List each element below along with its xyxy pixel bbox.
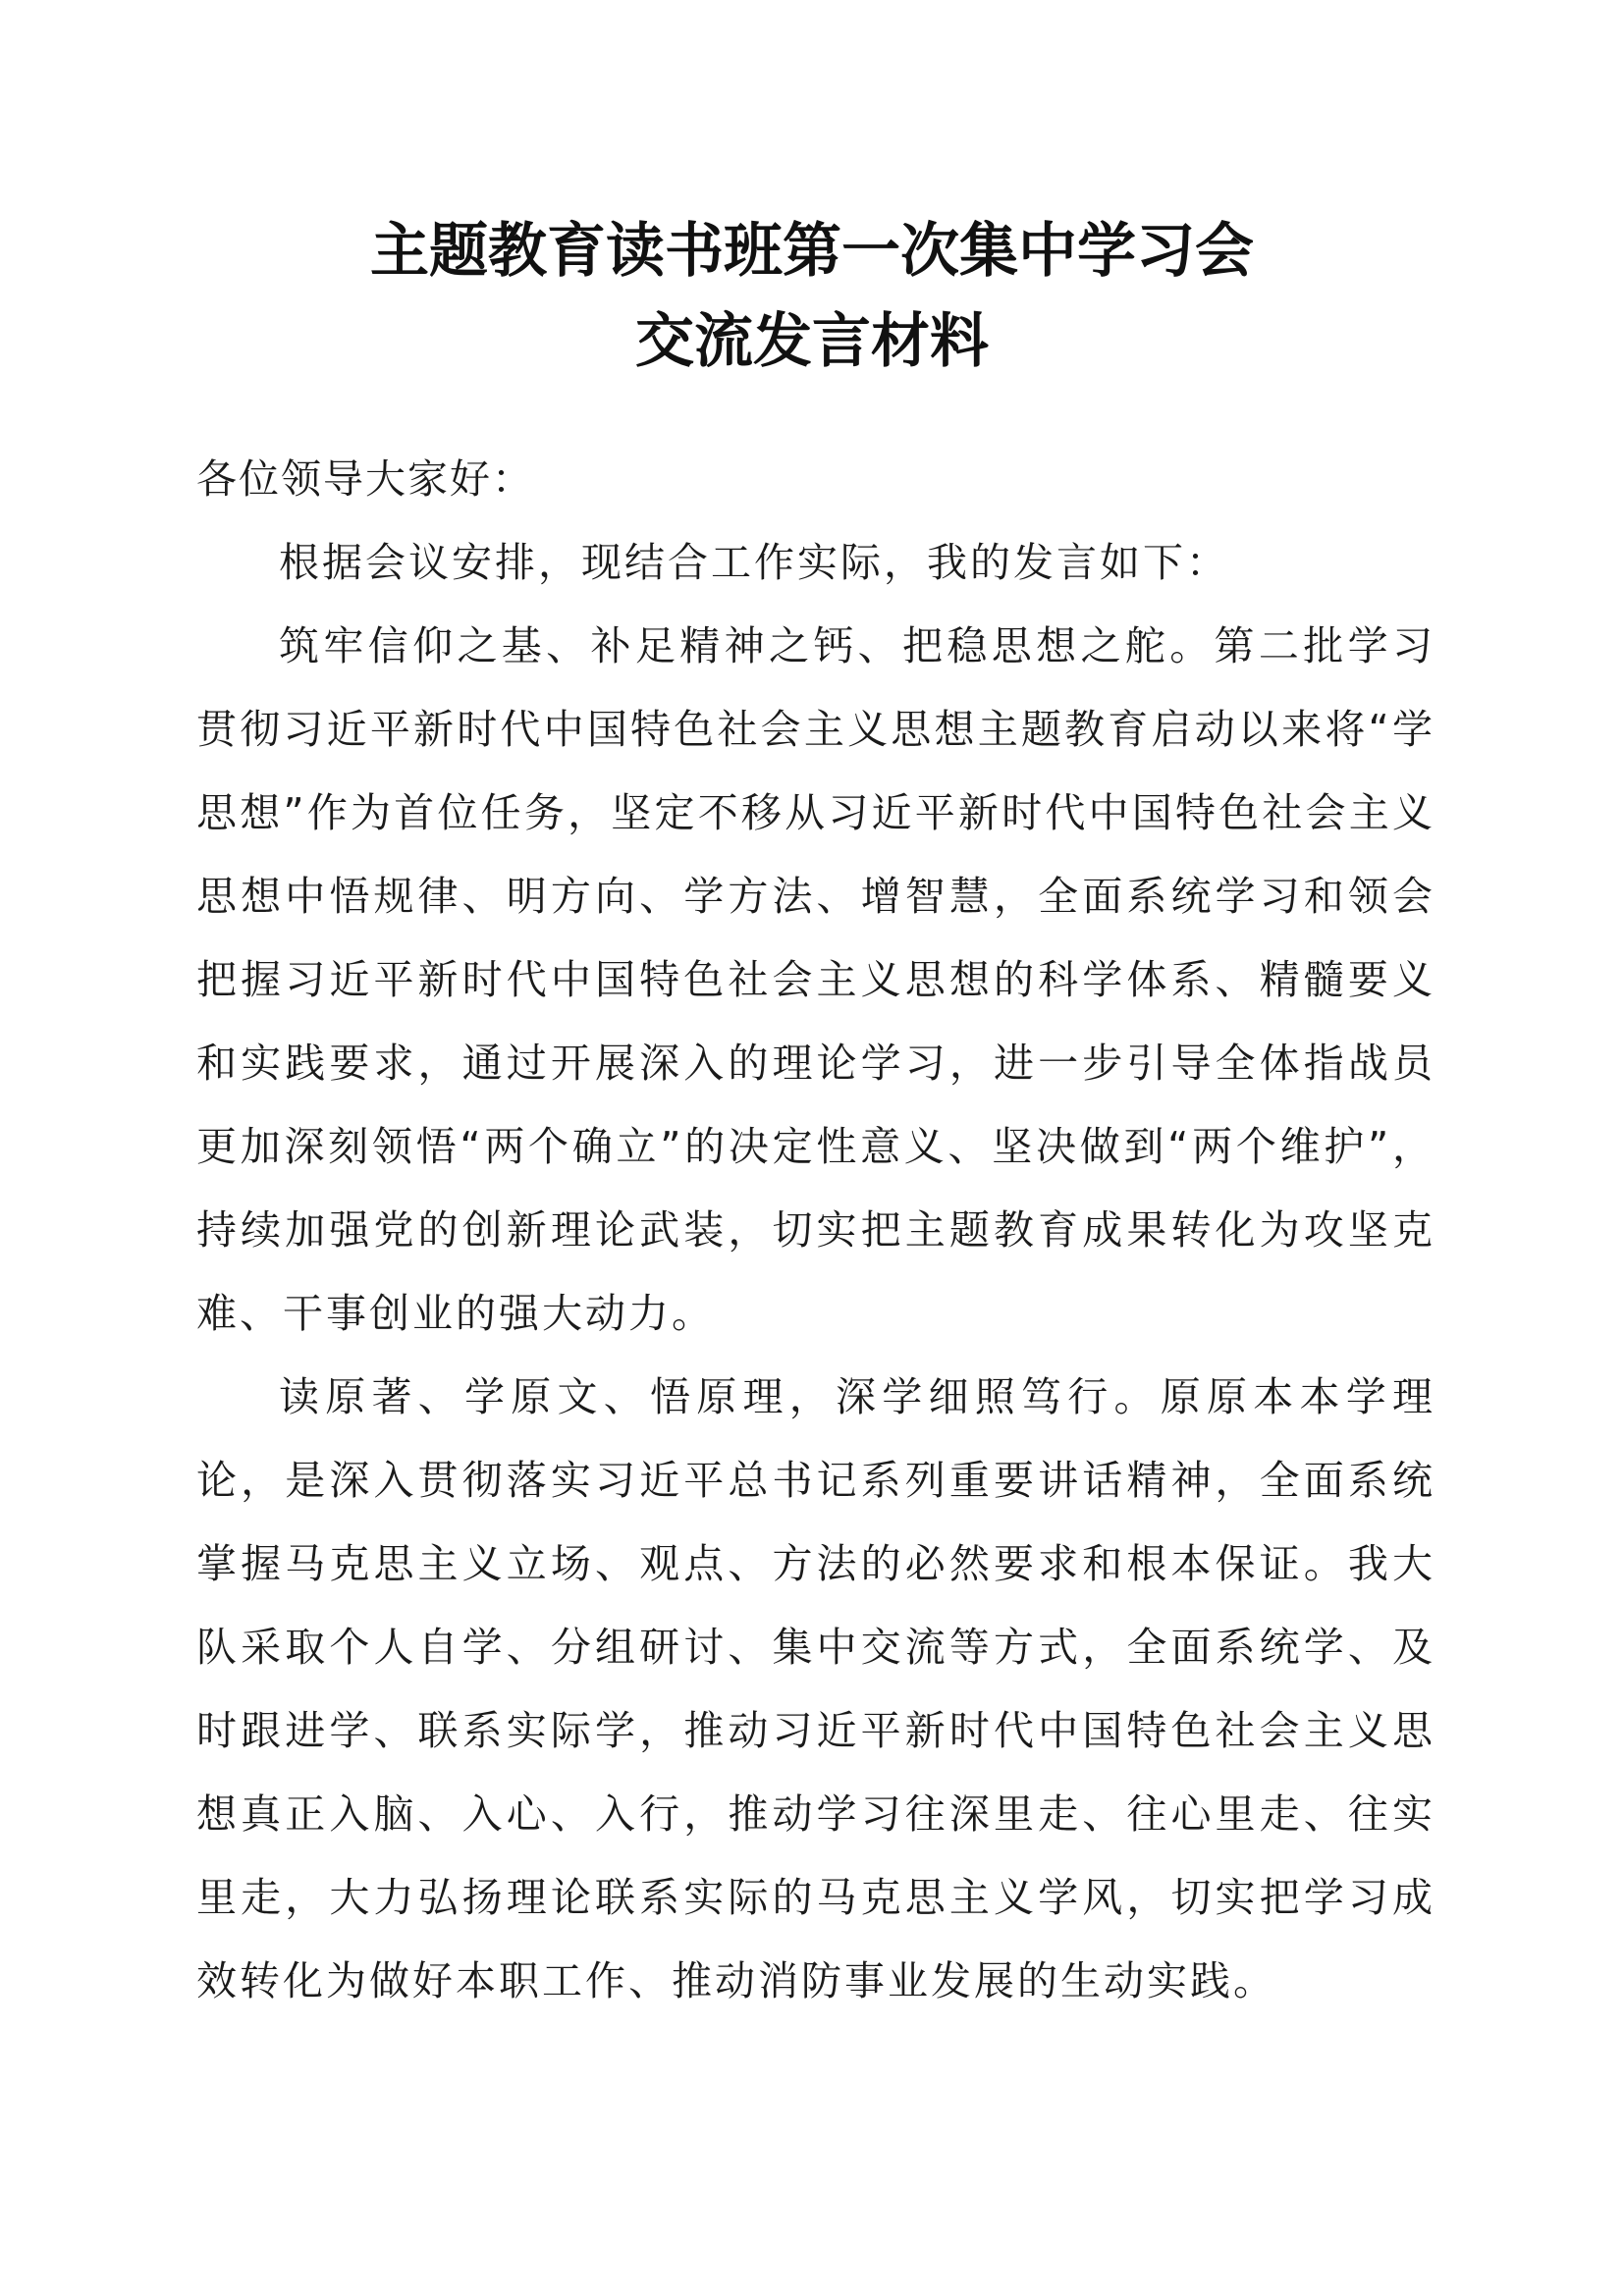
document-body xyxy=(196,438,1435,2023)
title-line-1: 主题教育读书班第一次集中学习会 xyxy=(370,217,1254,286)
paragraph-faith: 筑牢信仰之基、补足精神之钙、把稳思想之舵。第二批学习贯彻习近平新时代中国特色社会主义思想主题教育启动以来将“学思想”作为首位任务，坚定不移从习近平新时代中国特色社会主义思想中悟规律、明方向、学方法、增智慧，全面系统学习和领会把握习近平新时代中国特色社会主义思想的科学体系、精髓要义和实践要求，通过开展深入的理论学习，进一步引导全体指战员更加深刻领悟“两个确立”的决定性意义、坚决做到“两个维护”，持续加强党的创新理论武装，切实把主题教育成果转化为攻坚克难、干事创业的强大动力。 xyxy=(196,622,1435,1337)
paragraph-study: 读原著、学原文、悟原理，深学细照笃行。原原本本学理论，是深入贯彻落实习近平总书记系列重要讲话精神，全面系统掌握马克思主义立场、观点、方法的必然要求和根本保证。我大队采取个人自学、分组研讨、集中交流等方式，全面系统学、及时跟进学、联系实际学，推动习近平新时代中国特色社会主义思想真正入脑、入心、入行，推动学习往深里走、往心里走、往实里走，大力弘扬理论联系实际的马克思主义学风，切实把学习成效转化为做好本职工作、推动消防事业发展的生动实践。 xyxy=(196,1373,1435,2004)
salutation: 各位领导大家好： xyxy=(196,455,534,503)
document-title xyxy=(0,206,1624,387)
paragraph-intro: 根据会议安排，现结合工作实际，我的发言如下： xyxy=(279,539,1229,586)
title-line-2: 交流发言材料 xyxy=(635,307,989,376)
